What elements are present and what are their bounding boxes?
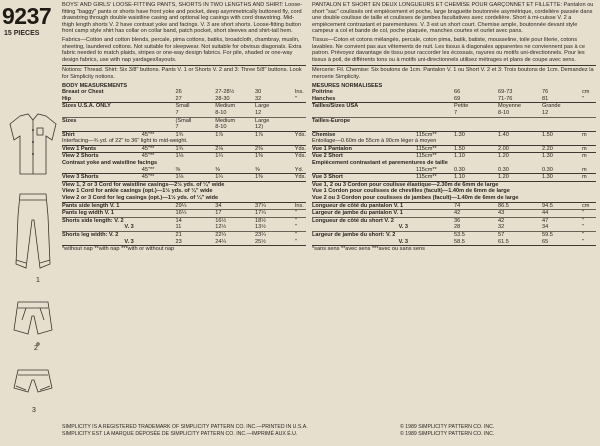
finished-row-3: Shorts side length: V. 2 14 16½ 18½ " bbox=[62, 217, 306, 224]
body-measurements-heading: BODY MEASUREMENTS bbox=[62, 82, 128, 89]
mesure-row-poitrine: Poitrine 66 69-73 76 cm bbox=[312, 89, 590, 96]
contrast-label-en: Contrast yoke and waistline facings bbox=[62, 160, 158, 167]
measure-row-chest: Breast or Chest 26 27-28½ 30 Ins. bbox=[62, 89, 304, 96]
fabrics-en: Fabrics—Cotton and cotton blends, percale, pima cottons, batiks, broadcloth, chambray, muslin, sheeting, laundered cottons. Not suitable for sleepwear. Not suitable for obvious diagonals. Extra fabric needed to match plaids, stripes or one-way design fabrics. For pile, shaded or one-way design fabrics, use with nap yardages/layouts. bbox=[62, 36, 302, 63]
tissus-fr: Tissus—Coton et cotons mélangés, percale, coton pima, batik, batiste, mousseline, toile pour literie, cotons lavables. Ne convient pas aux vêtements de nuit. Les tissus à diagonales apparentes ne conviennent pas à ce patron. Prévoyez davantage de tissu pour raccorder les écossais, rayures ou motifs uni-directionnels. Pour les tissus à poil, de différents tons ou à motifs uni-directionnels utilisez métrages et plans de coupe avec sens. bbox=[312, 36, 586, 63]
view3-yardage-row: View 3 Shorts 45"** 1⅛ 1¼ 1⅜ Yds. bbox=[62, 174, 306, 181]
finished-row-4: V. 3 11 12½ 13½ " bbox=[124, 224, 297, 231]
vue2-metrage-row: Vue 2 Short 115cm** 1.10 1.20 1.30 m bbox=[312, 153, 596, 160]
fini-row-6: V. 3 58.5 61.5 65 " bbox=[398, 238, 584, 245]
finished-row-5: Shorts leg width: V. 2 21 22¼ 23¼ " bbox=[62, 232, 306, 239]
cordon-line-3: Vue 2 ou 3 Cordon pour coulisses de jambes (facult)—1.40m de 6mm de large bbox=[312, 195, 519, 202]
entoilage-fr: Entoilage—0.60m de 55cm à 90cm léger à moyen bbox=[312, 138, 437, 145]
fini-row-4: V. 3 28 32 34 " bbox=[398, 224, 584, 231]
contrast-label-fr: Empiècement contrastant et parementures de taille bbox=[312, 160, 448, 167]
view-number-3: 3 bbox=[32, 407, 36, 414]
notions-en: Notions: Thread. Shirt: Six 3/8" buttons. Pants V. 1 or Shorts V. 2 and 3: Three 5/8" buttons. Look for Simplicity notions. bbox=[62, 67, 302, 80]
cordon-line-2: Vue 1 Cordon pour coulisses de chevilles (facult)—1.40m de 6mm de large bbox=[312, 188, 510, 195]
view1-yardage-row: View 1 Pants 45"** 1¾ 2⅛ 2⅜ Yds. bbox=[62, 145, 306, 152]
garment-illustrations bbox=[6, 44, 58, 414]
mesures-heading: MESURES NORMALISEES bbox=[312, 82, 383, 89]
measurements-table-fr: Poitrine 66 69-73 76 cm Hanches 69 71-76 81 " Tailles/Sizes USA Petite Moyenne Grande 7 8-10 12 Tailles-Europe Chemise 115cm** 1.30 1.40 1.50 m Entoilage—0.60m de 55cm à 90cm léger à moyen Vue 1 Pantalon 115cm** 1.50 2.00 2.20 m Vue 2 Short 115cm** 1.10 1.20 1.30 m Empiècement contrastant et parementures de taille 115cm** 0.30 0.30 0.30 m Vue 3 Short 115cm** 1.10 1.20 1.30 m Vue 1, 2 ou 3 Cordon pour coulisse élastique—2.30m de 6mm de large Vue 1 Cordon pour coulisses de chevilles (facult)—1.40m de 6mm de large Vue 2 ou 3 Cordon pour coulisses de jambes (facult)—1.40m de 6mm de large Longueur de côté du pantalon V. 1 74 86.5 94.5 cm Largeur de jambe du pantalon V. 1 42 43 44 " Longueur de côté du short V. 2 36 42 47 " V. 3 28 32 34 " Largeur de jambe du short: V. 2 53.5 57 59.5 " V. 3 58.5 61.5 65 " *sans sens **avec sens ***avec ou sans sens bbox=[312, 89, 596, 253]
measurements-table-en: Breast or Chest 26 27-28½ 30 Ins. Hip 27 28-30 32 " Sizes U.S.A. ONLY Small Medium Large 7 8-10 12 Sizes (Small Medium Large 7 8-10 12) Shirt 45"** 1¾ 1⅞ 1⅞ Yds. Interfacing—¾ yd. of 22" to 36" light to mid-weight. View 1 Pants 45"** 1¾ 2⅛ 2⅜ Yds. View 2 Shorts 45"** 1⅛ 1¼ 1⅜ Yds. Contrast yoke and waistline facings 45"** ⅜ ⅜ ⅜ Yd. View 3 Shorts 45"** 1⅛ 1¼ 1⅜ Yds. View 1, 2 or 3 Cord for waistline casings—2½ yds. of ¼" wide View 1 Cord for ankle casings (opt.)—1½ yds. of ¼" wide View 2 or 3 Cord for leg casings (opt.)—1½ yds. of ¼" wide Pants side length V. 1 29¼ 34 37¼ Ins. Pants leg width V. 1 16¼ 17 17¼ " Shorts side length: V. 2 14 16½ 18½ " V. 3 11 12½ 13½ " Shorts leg width: V. 2 21 22¼ 23¼ " V. 3 23 24¼ 25½ " *without nap **with nap ***with or without nap bbox=[62, 89, 306, 253]
view-number-2: 2 bbox=[34, 345, 38, 352]
trademark-en: SIMPLICITY IS A REGISTERED TRADEMARK OF SIMPLICITY PATTERN CO. INC.—PRINTED IN U.S.A. bbox=[62, 424, 308, 430]
english-column bbox=[62, 2, 306, 253]
trademark-fr: SIMPLICITY EST LA MARQUE DÉPOSÉE DE SIMPLICITY PATTERN CO. INC.—IMPRIMÉ AUX É.U. bbox=[62, 431, 298, 437]
contrast-metrage-row: 115cm** 0.30 0.30 0.30 m bbox=[416, 166, 587, 173]
tailles-europe-row: Tailles-Europe bbox=[312, 117, 596, 124]
shorts-v3-drawing bbox=[14, 370, 52, 392]
pattern-number: 9237 bbox=[2, 3, 52, 29]
tailles-usa-row: Tailles/Sizes USA Petite Moyenne Grande bbox=[312, 103, 596, 110]
vue3-metrage-row: Vue 3 Short 115cm** 1.10 1.20 1.30 m bbox=[312, 174, 596, 182]
cord-line-3: View 2 or 3 Cord for leg casings (opt.)—1½ yds. of ¼" wide bbox=[62, 195, 219, 202]
mercerie-fr: Mercerie: Fil. Chemise: Six boutons de 1cm. Pantalon V. 1 ou Short V. 2 et 3: Trois boutons de 1cm. Demandez la mercerie Simplicity. bbox=[312, 67, 594, 80]
shirt-drawing bbox=[10, 114, 56, 174]
copyright-fr: © 1989 SIMPLICITY PATTERN CO. INC. bbox=[400, 431, 495, 437]
pieces-count: 15 PIECES bbox=[4, 30, 40, 37]
mesure-row-hanches: Hanches 69 71-76 81 " bbox=[312, 95, 584, 102]
description-fr: PANTALON ET SHORT EN DEUX LONGUEURS ET CHEMISE POUR GARÇONNET ET FILLETTE: Pantalon ou short "sac" coulissés ont empiècement et poche, large braguette boutonnée asymétrique, cordelière passée dans une double coulisse de taille et coulisses de jambes facultatives avec cordelière. Short à mi-cuisse V. 2 a empiècement contrastant et parementures. V. 3 est un short court. Chemise ample, boutonnée devant style campeur a col et bande de col, poche plaquée, manches courtes et ourlet avec pans. bbox=[312, 2, 594, 35]
chemise-metrage-row: Chemise 115cm** 1.30 1.40 1.50 m bbox=[312, 131, 596, 138]
cordon-line-1: Vue 1, 2 ou 3 Cordon pour coulisse élastique—2.30m de 6mm de large bbox=[312, 181, 596, 188]
finished-row-1: Pants side length V. 1 29¼ 34 37¼ Ins. bbox=[62, 202, 306, 210]
view2-yardage-row: View 2 Shorts 45"** 1⅛ 1¼ 1⅜ Yds. bbox=[62, 153, 306, 160]
interfacing-en: Interfacing—¾ yd. of 22" to 36" light to mid-weight. bbox=[62, 138, 188, 145]
vue1-metrage-row: Vue 1 Pantalon 115cm** 1.50 2.00 2.20 m bbox=[312, 145, 596, 153]
finished-row-2: Pants leg width V. 1 16¼ 17 17¼ " bbox=[62, 210, 306, 218]
fini-row-1: Longueur de côté du pantalon V. 1 74 86.5 94.5 cm bbox=[312, 202, 596, 210]
shirt-yardage-row: Shirt 45"** 1¾ 1⅞ 1⅞ Yds. bbox=[62, 131, 306, 138]
copyright-en: © 1989 SIMPLICITY PATTERN CO. INC. bbox=[400, 424, 495, 430]
shorts-v2-drawing bbox=[14, 302, 52, 345]
cord-line-2: View 1 Cord for ankle casings (opt.)—1½ yds. of ¼" wide bbox=[62, 188, 213, 195]
measure-row-hip: Hip 27 28-30 32 " bbox=[62, 95, 297, 102]
fini-row-3: Longueur de côté du short V. 2 36 42 47 " bbox=[312, 217, 596, 224]
finished-row-6: V. 3 23 24¼ 25½ " bbox=[124, 238, 297, 245]
pants-drawing bbox=[16, 194, 50, 268]
french-column bbox=[312, 2, 596, 253]
fini-row-5: Largeur de jambe du short: V. 2 53.5 57 59.5 " bbox=[312, 232, 596, 239]
cord-line-1: View 1, 2 or 3 Cord for waistline casings—2½ yds. of ¼" wide bbox=[62, 181, 306, 188]
sizes-row: Sizes (Small Medium Large bbox=[62, 117, 306, 124]
nap-note-fr: *sans sens **avec sens ***avec ou sans sens bbox=[312, 246, 596, 253]
contrast-yardage-row: 45"** ⅜ ⅜ ⅜ Yd. bbox=[141, 166, 304, 173]
sizes-usa-row: Sizes U.S.A. ONLY Small Medium Large bbox=[62, 103, 306, 110]
description-en: BOYS' AND GIRLS' LOOSE-FITTING PANTS, SHORTS IN TWO LENGTHS AND SHIRT: Loose-fitting "baggy" pants or shorts have front yoke and pocket, deep asymmetrically buttoned fly, cord drawstring through double waistline casing and optional leg casings with cord drawstring. Mid-thigh length shorts V. 2 have contrast yoke and facings. V. 3 are short shorts. Loose-fitting button front camp style shirt has collar on collar band, patch pocket, short sleeves and shirt-tail hem. bbox=[62, 2, 303, 35]
nap-note-en: *without nap **with nap ***with or without nap bbox=[62, 246, 306, 253]
fini-row-2: Largeur de jambe du pantalon V. 1 42 43 44 " bbox=[312, 210, 596, 218]
view-number-1: 1 bbox=[36, 277, 40, 284]
